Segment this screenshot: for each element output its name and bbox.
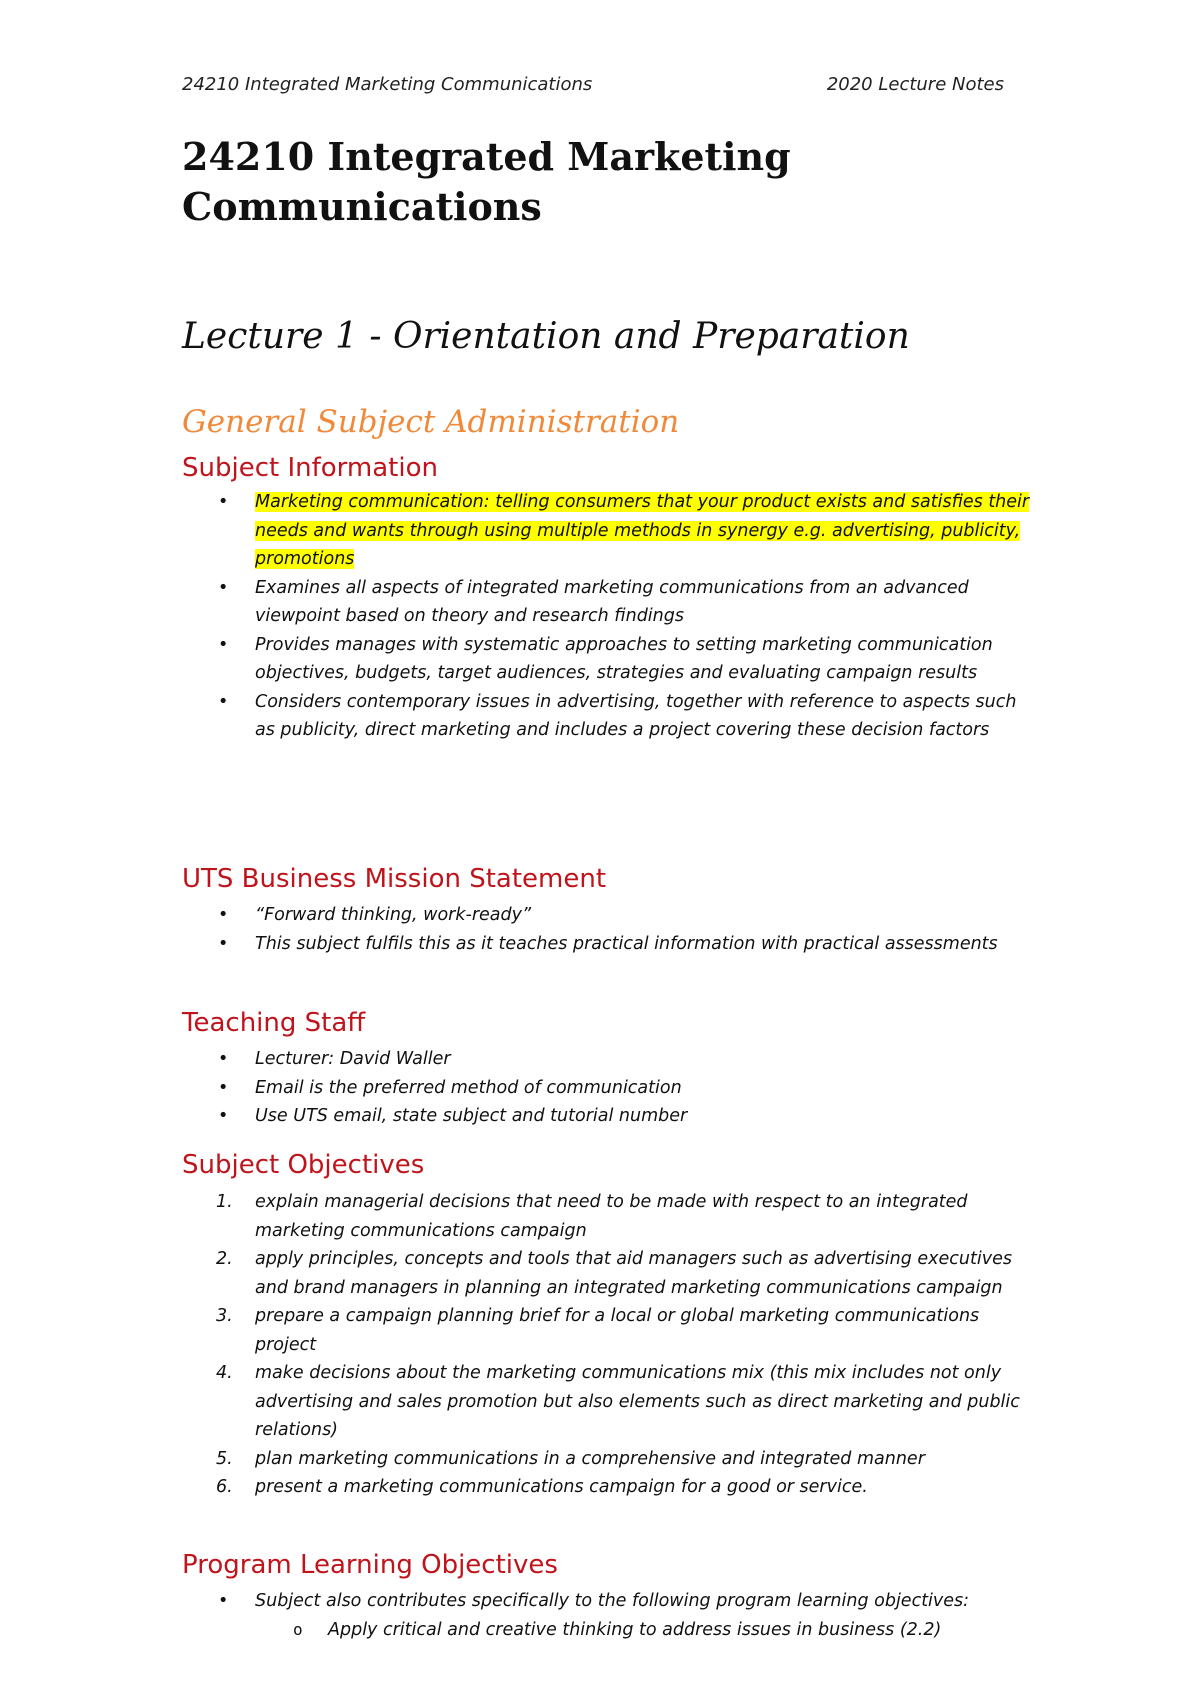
list-item-text: Lecturer: David Waller <box>255 1049 451 1069</box>
list-item-text: Examines all aspects of integrated marketing communications from an advanced viewpoint based on theory and research findings <box>255 577 969 626</box>
list-item-text: make decisions about the marketing communications mix (this mix includes not only advertising and sales promotion but also elements such as direct marketing and public relations) <box>255 1363 1020 1440</box>
list-item-text: present a marketing communications campaign for a good or service. <box>255 1477 868 1497</box>
list-item-text: Subject also contributes specifically to the following program learning objectives: <box>255 1591 970 1611</box>
list-item-text: Apply critical and creative thinking to address issues in business (2.2) <box>328 1619 942 1640</box>
item-number: 1. <box>216 1192 233 1212</box>
list-item <box>182 901 1032 930</box>
bullet-icon: • <box>218 1591 229 1611</box>
bullet-icon: • <box>218 1077 229 1098</box>
list-item <box>182 1302 1032 1359</box>
list-item <box>182 1359 1032 1445</box>
circle-bullet-icon: o <box>293 1619 303 1639</box>
bullet-icon: • <box>218 1049 229 1069</box>
bullet-icon: • <box>218 577 229 598</box>
list-item-text: explain managerial decisions that need to be made with respect to an integrated marketing communications campaign <box>255 1192 968 1241</box>
list-item <box>182 1245 1032 1302</box>
mission-list <box>182 901 1032 958</box>
item-number: 2. <box>216 1249 233 1269</box>
list-item-text: Use UTS email, state subject and tutorial number <box>255 1106 688 1126</box>
list-item <box>182 488 1032 574</box>
header-notes-label: 2020 Lecture Notes <box>826 74 1004 95</box>
bullet-icon: • <box>218 1106 229 1126</box>
section-heading-general-admin: General Subject Administration <box>182 404 680 440</box>
bullet-icon: • <box>218 691 229 712</box>
list-item <box>182 688 1032 745</box>
list-item-text: plan marketing communications in a comprehensive and integrated manner <box>255 1448 925 1469</box>
list-item <box>182 1045 1032 1074</box>
list-item-text: Considers contemporary issues in advertising, together with reference to aspects such as publicity, direct marketing and includes a project covering these decision factors <box>255 691 1017 740</box>
list-item-text: This subject fulfils this as it teaches practical information with practical assessments <box>255 933 998 954</box>
list-item <box>182 1074 1032 1103</box>
heading-mission-statement: UTS Business Mission Statement <box>182 864 607 894</box>
document-title: 24210 Integrated Marketing Communications <box>182 134 791 229</box>
heading-subject-objectives: Subject Objectives <box>182 1150 425 1180</box>
highlighted-text: Marketing communication: telling consumers that your product exists and satisfies their needs and wants through using multiple methods in synergy e.g. advertising, publicity, promotions <box>255 492 1030 569</box>
list-item <box>182 574 1032 631</box>
list-item-text: Email is the preferred method of communication <box>255 1077 682 1098</box>
heading-teaching-staff: Teaching Staff <box>182 1008 366 1038</box>
subject-objectives-list <box>182 1188 1032 1502</box>
bullet-icon: • <box>218 933 229 954</box>
list-item <box>182 1445 1032 1474</box>
subject-information-list <box>182 488 1032 745</box>
list-item-text: “Forward thinking, work-ready” <box>255 905 532 925</box>
lecture-title: Lecture 1 - Orientation and Preparation <box>182 316 910 357</box>
bullet-icon: • <box>218 492 229 512</box>
heading-program-learning-objectives: Program Learning Objectives <box>182 1550 558 1580</box>
header-course-name: 24210 Integrated Marketing Communications <box>182 74 593 95</box>
list-item-text: Provides manages with systematic approaches to setting marketing communication objectives, budgets, target audiences, strategies and evaluating campaign results <box>255 634 993 683</box>
bullet-icon: • <box>218 634 229 655</box>
heading-subject-information: Subject Information <box>182 453 438 483</box>
list-item-text: prepare a campaign planning brief for a local or global marketing communications project <box>255 1306 980 1355</box>
item-number: 5. <box>216 1448 233 1469</box>
item-number: 3. <box>216 1306 233 1326</box>
list-item <box>182 1473 1032 1502</box>
list-item <box>182 1188 1032 1245</box>
program-objectives-list <box>182 1587 1032 1644</box>
program-objectives-sublist <box>255 1616 1032 1645</box>
list-item <box>182 1102 1032 1131</box>
item-number: 6. <box>216 1477 233 1497</box>
list-item <box>182 930 1032 959</box>
list-item <box>182 631 1032 688</box>
list-item-text: apply principles, concepts and tools that aid managers such as advertising executives and brand managers in planning an integrated marketing communications campaign <box>255 1249 1012 1298</box>
list-item <box>255 1616 1032 1645</box>
teaching-staff-list <box>182 1045 1032 1131</box>
list-item <box>182 1587 1032 1644</box>
item-number: 4. <box>216 1363 233 1383</box>
bullet-icon: • <box>218 905 229 925</box>
